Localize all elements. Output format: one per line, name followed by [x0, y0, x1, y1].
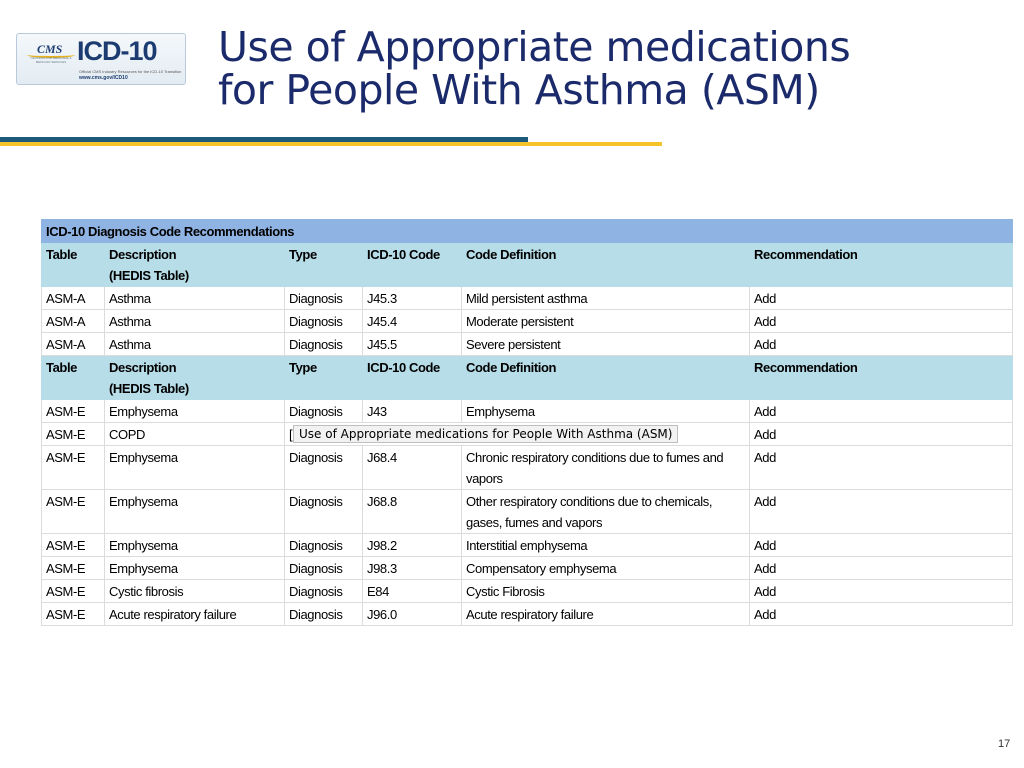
cell-definition: Other respiratory conditions due to chemicals, gases, fumes and vapors — [462, 490, 750, 534]
cell-description: Cystic fibrosis — [105, 580, 285, 603]
cell-recommendation: Add — [750, 310, 1013, 333]
cell-description: Emphysema — [105, 446, 285, 490]
icd10-logo — [16, 33, 186, 85]
cell-recommendation: Add — [750, 287, 1013, 310]
cell-table: ASM-E — [42, 534, 105, 557]
cell-definition: Interstitial emphysema — [462, 534, 750, 557]
page-number: 17 — [998, 738, 1011, 750]
header-description-line1: Description — [109, 360, 177, 375]
logo-tagline: Official CMS Industry Resources for the ICD-10 Transition — [79, 69, 182, 74]
header-description-line1: Description — [109, 247, 177, 262]
cell-description: Asthma — [105, 333, 285, 356]
cell-table: ASM-A — [42, 287, 105, 310]
table-row — [42, 603, 1013, 626]
cell-definition: Chronic respiratory conditions due to fumes and vapors — [462, 446, 750, 490]
table-caption: ICD-10 Diagnosis Code Recommendations — [42, 220, 1013, 243]
cell-code: J45.4 — [363, 310, 462, 333]
cell-type: Diagnosis — [285, 310, 363, 333]
title-tooltip: Use of Appropriate medications for People With Asthma (ASM) — [293, 425, 678, 443]
cell-definition: Compensatory emphysema — [462, 557, 750, 580]
cell-type: Diagnosis — [285, 333, 363, 356]
cell-type: Diagnosis — [285, 557, 363, 580]
table-header-row-2 — [42, 356, 1013, 400]
cell-type-bracket: [ — [289, 427, 293, 442]
cell-recommendation: Add — [750, 490, 1013, 534]
cell-description: COPD — [105, 423, 285, 446]
cell-recommendation: Add — [750, 423, 1013, 446]
header-recommendation: Recommendation — [750, 356, 1013, 400]
cell-description: Emphysema — [105, 557, 285, 580]
cell-table: ASM-E — [42, 580, 105, 603]
cell-definition: Cystic Fibrosis — [462, 580, 750, 603]
table-row — [42, 534, 1013, 557]
icd10-logo-text: ICD-10 — [77, 36, 157, 66]
cell-type: Diagnosis — [285, 446, 363, 490]
cell-recommendation: Add — [750, 557, 1013, 580]
table-caption-row — [42, 220, 1013, 243]
table-row — [42, 287, 1013, 310]
cell-recommendation: Add — [750, 333, 1013, 356]
cell-definition: Emphysema — [462, 400, 750, 423]
header-table: Table — [42, 243, 105, 287]
table-row — [42, 490, 1013, 534]
cell-description: Emphysema — [105, 400, 285, 423]
header-divider-gold — [0, 142, 662, 146]
cell-code: J68.4 — [363, 446, 462, 490]
cell-code: J43 — [363, 400, 462, 423]
table-row — [42, 423, 1013, 446]
cell-description: Emphysema — [105, 490, 285, 534]
cell-code: J96.0 — [363, 603, 462, 626]
cell-table: ASM-E — [42, 490, 105, 534]
cell-table: ASM-E — [42, 400, 105, 423]
table-row — [42, 557, 1013, 580]
cell-recommendation: Add — [750, 603, 1013, 626]
header-icd10-code: ICD-10 Code — [363, 243, 462, 287]
cell-code: J45.3 — [363, 287, 462, 310]
cell-code: J98.3 — [363, 557, 462, 580]
cell-type-with-tooltip — [285, 423, 750, 446]
cell-description: Acute respiratory failure — [105, 603, 285, 626]
header-type: Type — [285, 243, 363, 287]
cms-logo-subtext: CENTERS FOR MEDICARE & MEDICAID SERVICES — [30, 56, 72, 64]
cell-type: Diagnosis — [285, 580, 363, 603]
header-description-line2: (HEDIS Table) — [109, 381, 189, 396]
cell-description: Asthma — [105, 287, 285, 310]
cell-table: ASM-E — [42, 557, 105, 580]
cms-logo-text: CMS — [37, 42, 63, 56]
cell-code: J68.8 — [363, 490, 462, 534]
cell-table: ASM-E — [42, 423, 105, 446]
cell-code: J45.5 — [363, 333, 462, 356]
header-code-definition: Code Definition — [462, 356, 750, 400]
cell-table: ASM-E — [42, 603, 105, 626]
diagnosis-code-table — [41, 219, 1013, 626]
cell-description: Asthma — [105, 310, 285, 333]
cell-type: Diagnosis — [285, 603, 363, 626]
cell-type: Diagnosis — [285, 534, 363, 557]
table-row — [42, 400, 1013, 423]
header-description-line2: (HEDIS Table) — [109, 268, 189, 283]
cell-table: ASM-E — [42, 446, 105, 490]
table-header-row — [42, 243, 1013, 287]
header-icd10-code: ICD-10 Code — [363, 356, 462, 400]
cell-recommendation: Add — [750, 400, 1013, 423]
header-code-definition: Code Definition — [462, 243, 750, 287]
cell-table: ASM-A — [42, 310, 105, 333]
header-description — [105, 243, 285, 287]
cell-description: Emphysema — [105, 534, 285, 557]
cell-recommendation: Add — [750, 446, 1013, 490]
cell-code: J98.2 — [363, 534, 462, 557]
cell-type: Diagnosis — [285, 400, 363, 423]
table-row — [42, 333, 1013, 356]
header-table: Table — [42, 356, 105, 400]
slide-title — [218, 23, 998, 114]
cell-table: ASM-A — [42, 333, 105, 356]
logo-url: www.cms.gov/ICD10 — [79, 75, 128, 81]
table-row — [42, 446, 1013, 490]
cell-recommendation: Add — [750, 580, 1013, 603]
cell-recommendation: Add — [750, 534, 1013, 557]
header-type: Type — [285, 356, 363, 400]
cell-definition: Acute respiratory failure — [462, 603, 750, 626]
cell-definition: Severe persistent — [462, 333, 750, 356]
cell-definition: Moderate persistent — [462, 310, 750, 333]
cell-type: Diagnosis — [285, 490, 363, 534]
table-row — [42, 580, 1013, 603]
slide-title-line2: for People With Asthma (ASM) — [218, 66, 820, 114]
cell-type: Diagnosis — [285, 287, 363, 310]
table-row — [42, 310, 1013, 333]
header-recommendation: Recommendation — [750, 243, 1013, 287]
header-description — [105, 356, 285, 400]
cell-definition: Mild persistent asthma — [462, 287, 750, 310]
slide-title-line1: Use of Appropriate medications — [218, 23, 851, 71]
cell-code: E84 — [363, 580, 462, 603]
